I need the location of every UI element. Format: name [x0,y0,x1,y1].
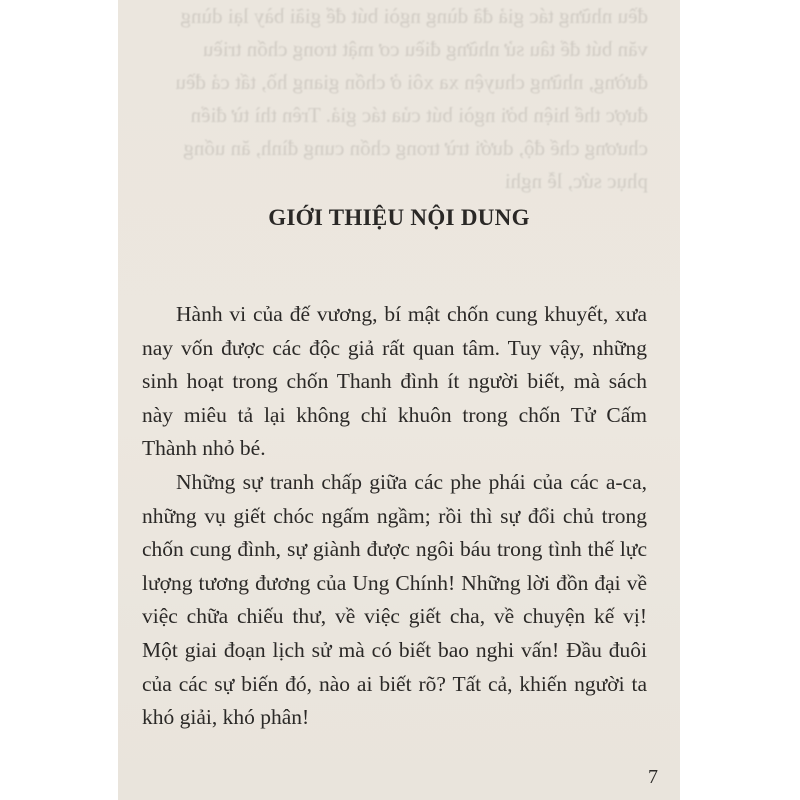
page-number: 7 [648,766,658,788]
bleed-through-text: đều những tác giả đã dùng ngòi bút để giãi bày lại dùng văn bút để tâu sử những điều cơ mật trong chốn triều đường, những chuyện xa xôi ở chốn giang hồ, tất cả đều được thể hiện bởi ngòi bút của tác giả. Trên thì từ điển chương chế độ, dưới trừ trong chốn cung đình, ăn uống phục sức, lễ nghi [175,4,648,193]
book-page [118,0,680,800]
paragraph-1: Hành vi của đế vương, bí mật chốn cung khuyết, xưa nay vốn được các độc giả rất quan tâm. Tuy vậy, những sinh hoạt trong chốn Thanh đình ít người biết, mà sách này miêu tả lại không chỉ khuôn trong chốn Tử Cấm Thành nhỏ bé. [142,302,647,461]
paragraph-2: Những sự tranh chấp giữa các phe phái của các a-ca, những vụ giết chóc ngấm ngầm; rồi thì sự đổi chủ trong chốn cung đình, sự giành được ngôi báu trong tình thế lực lượng tương đương của Ung Chính! Những lời đồn đại về việc chữa chiếu thư, về việc giết cha, về chuyện kế vị! Một giai đoạn lịch sử mà có biết bao nghi vấn! Đầu đuôi của các sự biến đó, nào ai biết rõ? Tất cả, khiến người ta khó giải, khó phân! [142,469,647,730]
body-text [142,298,647,735]
page-title: GIỚI THIỆU NỘI DUNG [268,205,530,230]
